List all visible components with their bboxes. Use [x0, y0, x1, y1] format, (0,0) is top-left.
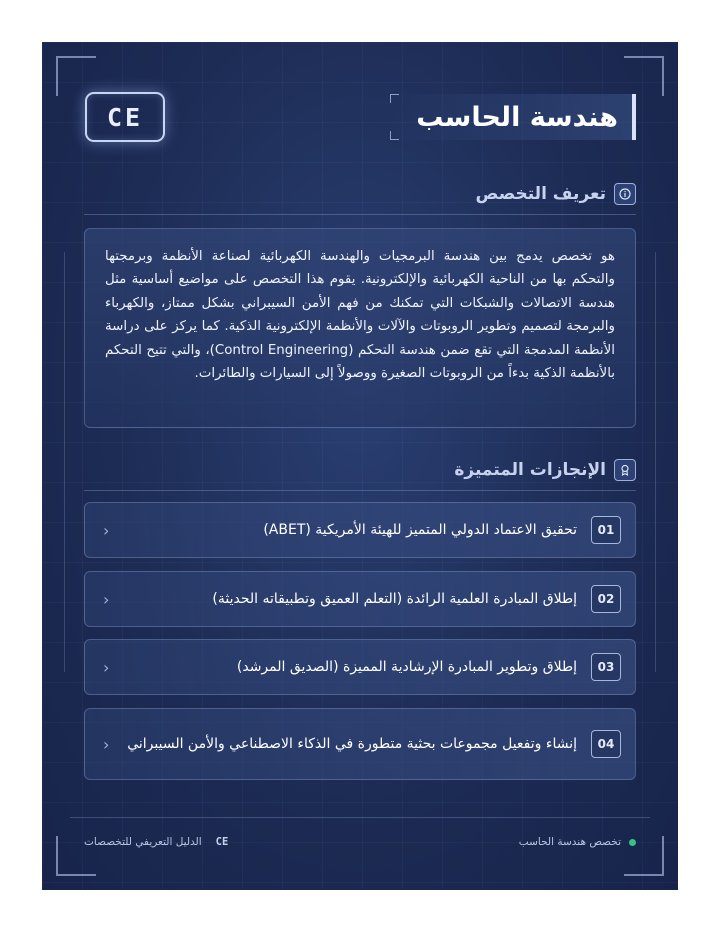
status-dot	[629, 839, 636, 846]
definition-heading	[84, 179, 636, 209]
achievement-number: 03	[591, 653, 621, 681]
achievements-heading-label: الإنجازات المتميزة	[454, 460, 606, 480]
footer-major: تخصص هندسة الحاسب	[518, 836, 621, 848]
corner-frame	[56, 56, 96, 96]
achievement-item[interactable]	[84, 708, 636, 780]
achievement-number: 01	[591, 516, 621, 544]
info-icon	[614, 183, 636, 205]
side-line	[655, 252, 656, 672]
corner-frame	[624, 56, 664, 96]
title-box	[390, 94, 636, 140]
chevron-left-icon: ‹	[103, 657, 110, 677]
ce-badge: CE	[85, 92, 165, 142]
award-icon	[614, 459, 636, 481]
chevron-left-icon: ‹	[103, 589, 110, 609]
achievement-text: إطلاق وتطوير المبادرة الإرشادية المميزة (الصديق المرشد)	[236, 659, 577, 675]
definition-text: هو تخصص يدمج بين هندسة البرمجيات والهندسة الكهربائية لصناعة الأنظمة وبرمجتها والتحكم بها من الناحية الكهربائية والإلكترونية. يقوم هذا التخصص على مواضيع أساسية مثل هندسة الاتصالات والشبكات التي تمكنك من فهم الأمن السيبراني بشكل ممتاز، والكهرباء والبرمجة لتصميم وتطوير الروبوتات والآلات والأنظمة الإلكترونية الذكية. كما يركز على دراسة الأنظمة المدمجة التي تقع ضمن هندسة التحكم (Control Engineering)، والتي تتيح التحكم بالأنظمة الذكية بدءاً من الروبوتات الصغيرة ووصولاً إلى السيارات والطائرات.	[105, 249, 615, 382]
achievement-item[interactable]	[84, 502, 636, 558]
page-card	[42, 42, 678, 890]
footer-left	[84, 836, 228, 848]
side-line	[64, 252, 65, 672]
achievement-item[interactable]	[84, 639, 636, 695]
divider	[84, 214, 636, 215]
definition-box	[84, 228, 636, 428]
footer-guide: الدليل التعريفي للتخصصات	[84, 836, 202, 848]
achievement-number: 02	[591, 585, 621, 613]
achievement-text: إطلاق المبادرة العلمية الرائدة (التعلم العميق وتطبيقاته الحديثة)	[212, 591, 577, 607]
footer-divider	[70, 817, 650, 818]
footer-right	[519, 836, 636, 848]
achievement-text: إنشاء وتفعيل مجموعات بحثية متطورة في الذكاء الاصطناعي والأمن السيبراني	[127, 736, 577, 752]
footer	[84, 832, 636, 852]
achievements-heading	[84, 455, 636, 485]
achievement-item[interactable]	[84, 571, 636, 627]
achievement-text: تحقيق الاعتماد الدولي المتميز للهيئة الأمريكية (ABET)	[263, 522, 577, 538]
achievement-number: 04	[591, 730, 621, 758]
divider	[84, 490, 636, 491]
page-title: هندسة الحاسب	[416, 101, 618, 133]
chevron-left-icon: ‹	[103, 520, 110, 540]
chevron-left-icon: ‹	[103, 734, 110, 754]
footer-code: CE	[215, 836, 229, 848]
definition-heading-label: تعريف التخصص	[475, 184, 606, 204]
